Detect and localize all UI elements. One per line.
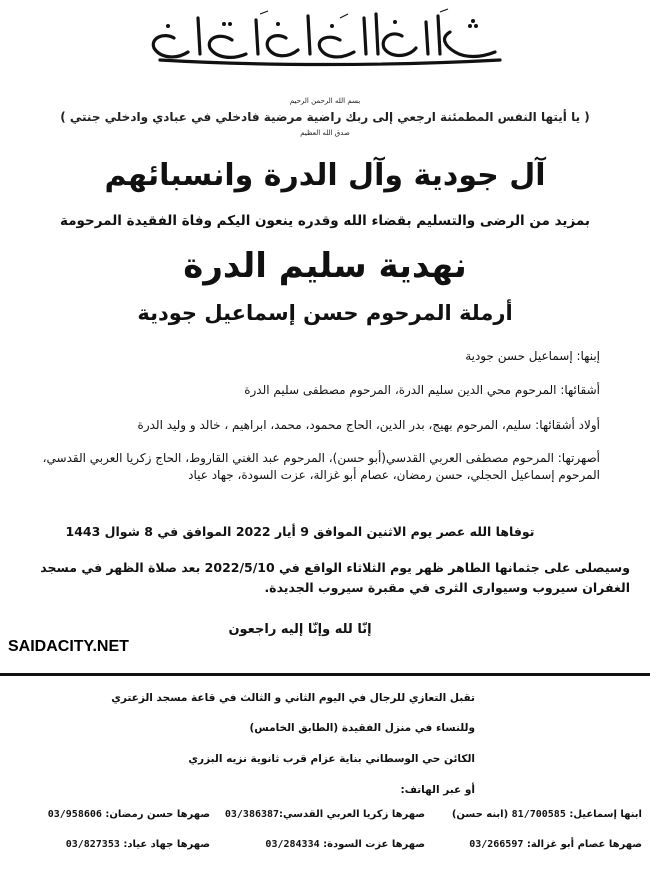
phone-label: صهرها عصام أبو غزالة: <box>526 839 642 850</box>
phone-number: 03/827353 <box>65 839 120 850</box>
calligraphy-header-image <box>140 8 510 68</box>
phone-number: 03/386387 <box>224 809 280 820</box>
relatives-nephews: أولاد أشقائها: سليم، المرحوم بهيج، بدر الدين، الحاج محمود، محمد، ابراهيم ، خالد و وليد الدرة <box>137 418 600 432</box>
phone-number: 03/266597 <box>469 839 524 850</box>
phone-contact <box>225 809 425 820</box>
phone-contact <box>265 839 425 850</box>
phone-label: صهرها زكريا العربي القدسي: <box>279 809 425 820</box>
phone-number: 03/284334 <box>265 839 320 850</box>
relatives-son: إبنها: إسماعيل حسن جودية <box>465 349 600 363</box>
phone-contact <box>66 839 210 850</box>
phone-label: صهرها عزت السودة: <box>323 839 425 850</box>
phone-label: صهرها جهاد عياد: <box>123 839 210 850</box>
phone-label: صهرها حسن رمضان: <box>105 809 210 820</box>
funeral-details: وسيصلى على جثمانها الطاهر ظهر يوم الثلاثاء الواقع في 2022/5/10 بعد صلاة الظهر في مسجد الغفران سيروب وسيوارى الثرى في مقبرة سيروب الجديدة. <box>40 560 630 595</box>
site-watermark: SAIDACITY.NET <box>8 638 129 655</box>
calligraphy-svg <box>140 8 510 68</box>
death-date: توفاها الله عصر يوم الاثنين الموافق 9 أيار 2022 الموافق في 8 شوال 1443 <box>65 524 535 539</box>
phone-note: (ابنه حسن) <box>451 809 509 820</box>
verse-closing: صدق الله العظيم <box>300 129 350 137</box>
basmala: بسم الله الرحمن الرحيم <box>289 97 361 105</box>
announcement-intro: بمزيد من الرضى والتسليم بقضاء الله وقدره ينعون اليكم وفاة الفقيدة المرحومة <box>60 213 590 229</box>
condolences-address: الكائن حي الوسطاني بناية عزام قرب ثانوية نزيه البزري <box>188 753 475 765</box>
condolences-women: وللنساء في منزل الفقيدة (الطابق الخامس) <box>249 722 475 734</box>
closing-phrase: إنّا لله وإنّا إليه راجعون <box>228 622 372 637</box>
phone-contact <box>469 839 642 850</box>
widow-of-line: أرملة المرحوم حسن إسماعيل جودية <box>137 301 513 325</box>
phone-label: ابنها إسماعيل: <box>569 809 642 820</box>
family-title: آل جودية وآل الدرة وانسبائهم <box>104 158 546 193</box>
deceased-name: نهدية سليم الدرة <box>183 246 467 286</box>
phone-contact <box>452 809 642 820</box>
relatives-brothers: أشقائها: المرحوم محي الدين سليم الدرة، المرحوم مصطفى سليم الدرة <box>244 383 600 397</box>
phone-number: 03/958606 <box>47 809 102 820</box>
section-divider <box>0 673 650 676</box>
phone-number: 81/700585 <box>511 809 566 820</box>
condolences-men: تقبل التعازي للرجال في اليوم الثاني و الثالث في قاعة مسجد الزعتري <box>111 692 475 704</box>
phone-contact <box>48 809 210 820</box>
condolences-phone-intro: أو عبر الهاتف: <box>400 784 475 796</box>
relatives-in-laws: أصهرتها: المرحوم مصطفى العربي القدسي(أبو حسن)، المرحوم عبد الغني القاروط، الحاج زكريا العربي القدسي، المرحوم إسماعيل الحجلي، حسن رمضان، عصام أبو غزالة، عزت السودة، جهاد عياد <box>42 451 600 482</box>
quran-verse: ( يا أيتها النفس المطمئنة ارجعي إلى ربك راضية مرضية فادخلي في عبادي وادخلي جنتي ) <box>60 110 590 124</box>
